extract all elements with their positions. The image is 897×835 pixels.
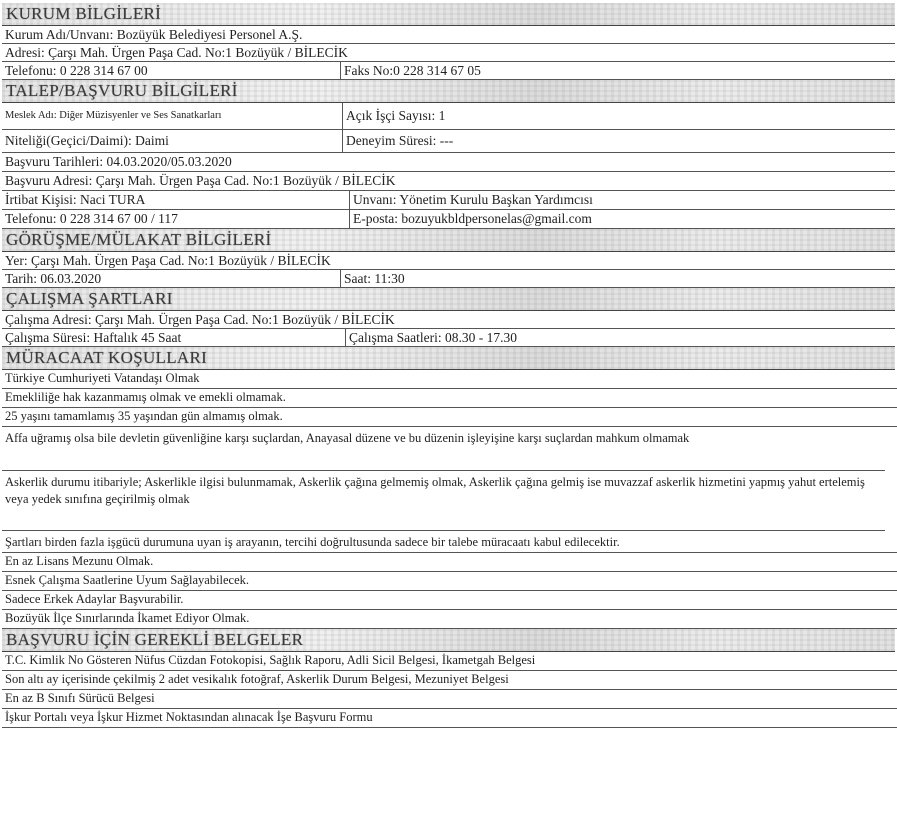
kosul-item: Türkiye Cumhuriyeti Vatandaşı Olmak [2,370,897,389]
calisma-adresi: Çalışma Adresi: Çarşı Mah. Ürgen Paşa Cad. No:1 Bozüyük / BİLECİK [5,312,395,327]
talep-telefon: Telefonu: 0 228 314 67 00 / 117 [5,211,178,226]
gorusme-yer-row [2,252,895,270]
belge-item: En az B Sınıfı Sürücü Belgesi [2,690,897,709]
talep-eposta: E-posta: bozuyukbldpersonelas@gmail.com [349,210,592,228]
section-header-calisma [2,288,895,311]
gorusme-yer: Yer: Çarşı Mah. Ürgen Paşa Cad. No:1 Bozüyük / BİLECİK [5,253,331,268]
irtibat-row [2,191,895,210]
belge-item: T.C. Kimlik No Gösteren Nüfus Cüzdan Fotokopisi, Sağlık Raporu, Adli Sicil Belgesi, İkametgah Belgesi [2,652,897,671]
basvuru-tarihleri: Başvuru Tarihleri: 04.03.2020/05.03.2020 [5,154,232,169]
meslek-adi: Meslek Adı: Diğer Müzisyenler ve Ses Sanatkarları [5,110,222,121]
kurum-adres: Adresi: Çarşı Mah. Ürgen Paşa Cad. No:1 Bozüyük / BİLECİK [5,45,348,60]
section-header-kurum [2,3,895,26]
iletisim-row [2,210,895,229]
section-title: MÜRACAAT KOŞULLARI [6,348,208,367]
section-header-gorusme [2,229,895,252]
irtibat-kisisi: İrtibat Kişisi: Naci TURA [5,192,146,207]
acik-isci-sayisi: Açık İşçi Sayısı: 1 [342,103,445,129]
kurum-adi-row [2,26,895,44]
kosul-item: Emekliliğe hak kazanmamış olmak ve emekli olmamak. [2,389,897,408]
kurum-adres-row [2,44,895,62]
section-header-belgeler [2,629,895,652]
irtibat-unvani: Unvanı: Yönetim Kurulu Başkan Yardımcısı [349,191,593,209]
kosul-item: Şartları birden fazla işgücü durumuna uyan iş arayanın, tercihi doğrultusunda sadece bir talebe müracaatı kabul edilecektir. [2,534,897,553]
gorusme-saat: Saat: 11:30 [340,270,405,287]
meslek-row [2,103,895,130]
kosul-item: Esnek Çalışma Saatlerine Uyum Sağlayabilecek. [2,572,897,591]
kurum-faks: Faks No:0 228 314 67 05 [340,62,481,79]
section-title: BAŞVURU İÇİN GEREKLİ BELGELER [6,630,304,649]
kurum-telefon-row [2,62,895,80]
kosul-item: Sadece Erkek Adaylar Başvurabilir. [2,591,897,610]
section-header-talep [2,80,895,103]
kosul-item: Affa uğramış olsa bile devletin güvenliğine karşı suçlardan, Anayasal düzene ve bu düzenin işleyişine karşı suçlardan mahkum olmamak [2,430,885,471]
kosul-item: 25 yaşını tamamlamış 35 yaşından gün almamış olmak. [2,408,897,427]
section-title: KURUM BİLGİLERİ [6,4,162,23]
gorusme-tarih: Tarih: 06.03.2020 [5,271,102,286]
calisma-adresi-row [2,311,895,329]
section-title: ÇALIŞMA ŞARTLARI [6,289,173,308]
basvuru-adresi-row [2,172,895,191]
section-title: TALEP/BAŞVURU BİLGİLERİ [6,81,238,100]
kosul-item: Bozüyük İlçe Sınırlarında İkamet Ediyor Olmak. [2,610,897,629]
deneyim-suresi: Deneyim Süresi: --- [342,130,453,152]
section-header-muracaat [2,347,895,370]
belge-item: Son altı ay içerisinde çekilmiş 2 adet vesikalık fotoğraf, Askerlik Durum Belgesi, Mezuniyet Belgesi [2,671,897,690]
kurum-adi: Kurum Adı/Unvanı: Bozüyük Belediyesi Personel A.Ş. [5,27,303,42]
calisma-sure-row [2,329,895,347]
basvuru-tarihleri-row [2,153,895,172]
belge-item: İşkur Portalı veya İşkur Hizmet Noktasından alınacak İşe Başvuru Formu [2,709,897,728]
kosul-item: En az Lisans Mezunu Olmak. [2,553,897,572]
basvuru-adresi: Başvuru Adresi: Çarşı Mah. Ürgen Paşa Cad. No:1 Bozüyük / BİLECİK [5,173,396,188]
nitelik-row [2,130,895,153]
nitelik: Niteliği(Geçici/Daimi): Daimi [5,133,169,148]
calisma-suresi: Çalışma Süresi: Haftalık 45 Saat [5,330,182,345]
kosul-item: Askerlik durumu itibariyle; Askerlikle ilgisi bulunmamak, Askerlik çağına gelmemiş olmak, Askerlik çağına gelmiş ise muvazzaf askerlik hizmetini yapmış yahut ertelemiş veya yedek sınıfına geçirilmiş olmak [2,474,885,531]
kurum-telefon: Telefonu: 0 228 314 67 00 [5,63,148,78]
section-title: GÖRÜŞME/MÜLAKAT BİLGİLERİ [6,230,272,249]
calisma-saatleri: Çalışma Saatleri: 08.30 - 17.30 [345,329,517,346]
gorusme-tarih-row [2,270,895,288]
